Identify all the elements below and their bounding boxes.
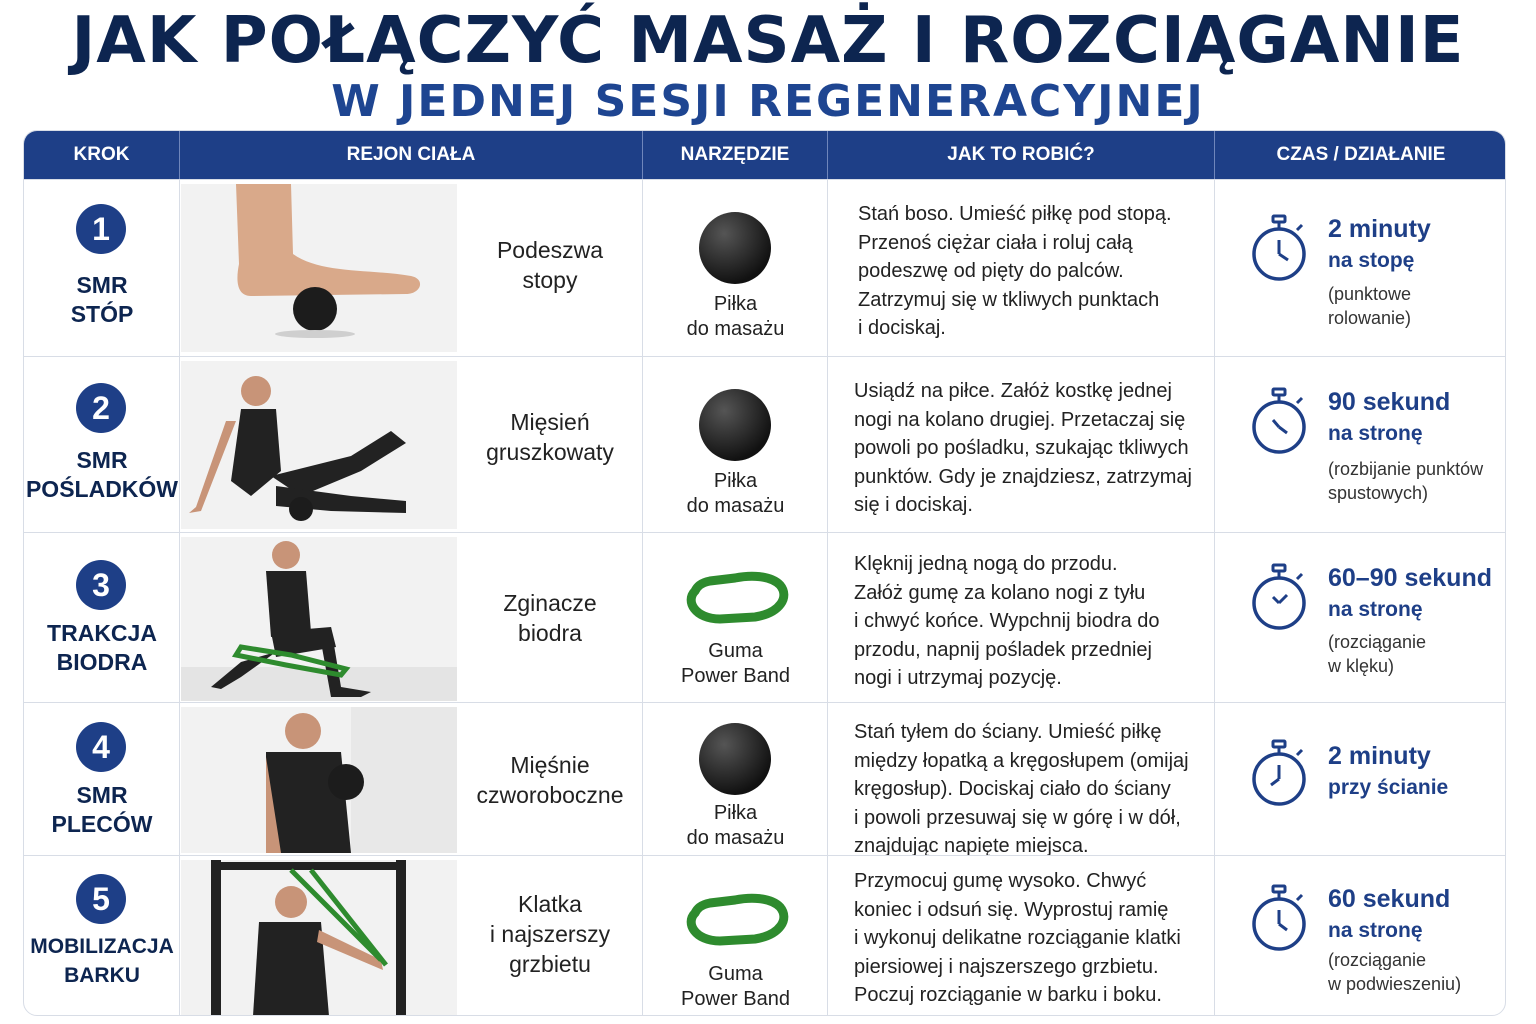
step-name: MOBILIZACJA BARKU (30, 935, 174, 987)
step-number-badge: 1 (76, 204, 126, 254)
time-value: 2 minuty przy ścianie (1328, 742, 1449, 799)
shoulder-band-photo (181, 860, 457, 1016)
time-value: 2 minuty na stopę (1328, 215, 1431, 272)
tool-label: Piłka do masażu (686, 802, 785, 849)
massage-ball-icon (697, 387, 773, 468)
step-name: SMR POŚLADKÓW (25, 447, 179, 502)
step-number-badge: 5 (76, 874, 126, 924)
howto-text: Usiądź na piłce. Załóż kostkę jednej nogi na kolano drugiej. Przetaczaj się powoli po pośladku, szukając tkliwych punktów. Gdy je znajdziesz, zatrzymaj się i dociskaj. (854, 380, 1192, 516)
time-note: (punktowe rolowanie) (1328, 284, 1412, 328)
header-tool: NARZĘDZIE (643, 131, 828, 179)
foot-on-ball-photo (181, 184, 457, 352)
time-value: 60 sekund na stronę (1328, 885, 1451, 942)
step-number-badge: 2 (76, 383, 126, 433)
step-name: SMR STÓP (70, 272, 134, 327)
tool-label: Piłka do masażu (686, 470, 785, 517)
glute-roll-photo (181, 361, 457, 529)
time-value: 90 sekund na stronę (1328, 388, 1451, 445)
header-howto: JAK TO ROBIĆ? (828, 131, 1215, 179)
hip-traction-photo (181, 537, 457, 701)
header-region: REJON CIAŁA (180, 131, 643, 179)
body-region: Klatka i najszerszy grzbietu (489, 891, 611, 977)
massage-ball-icon (697, 721, 773, 802)
table-row (24, 855, 1506, 1016)
steps-table (23, 130, 1506, 1016)
step-number-badge: 4 (76, 722, 126, 772)
time-note: (rozciąganie w klęku) (1328, 632, 1427, 676)
stopwatch-icon (1249, 214, 1309, 284)
tool-label: Piłka do masażu (686, 293, 785, 340)
massage-ball-icon (697, 210, 773, 291)
step-name: SMR PLECÓW (51, 782, 153, 837)
stopwatch-icon (1249, 739, 1309, 809)
stopwatch-icon (1249, 884, 1309, 954)
power-band-icon (675, 883, 795, 958)
howto-text: Przymocuj gumę wysoko. Chwyć koniec i odsuń się. Wyprostuj ramię i wykonuj delikatne rozciąganie klatki piersiowej i najszerszego grzbietu. Poczuj rozciąganie w barku i boku. (854, 870, 1181, 1006)
body-region: Zginacze biodra (503, 590, 597, 646)
back-wall-ball-photo (181, 707, 457, 853)
tool-label: Guma Power Band (681, 963, 790, 1010)
howto-text: Stań boso. Umieść piłkę pod stopą. Przenoś ciężar ciała i roluj całą podeszwę od pięty do palców. Zatrzymuj się w tkliwych punktach i dociskaj. (858, 203, 1172, 339)
table-row (24, 532, 1506, 702)
stopwatch-icon (1249, 563, 1309, 633)
step-name: TRAKCJA BIODRA (47, 620, 157, 675)
howto-text: Klęknij jedną nogą do przodu. Załóż gumę za kolano nogi z tyłu i chwyć końce. Wypchnij biodra do przodu, napnij pośladek przedniej nogi i utrzymaj pozycję. (854, 553, 1160, 689)
table-row (24, 702, 1506, 855)
header-step: KROK (24, 131, 180, 179)
body-region: Podeszwa stopy (496, 237, 604, 293)
step-number-badge: 3 (76, 560, 126, 610)
power-band-icon (675, 561, 795, 636)
time-value: 60–90 sekund na stronę (1328, 564, 1492, 621)
table-row (24, 356, 1506, 532)
body-region: Mięśnie czworoboczne (476, 752, 624, 808)
table-row (24, 179, 1506, 356)
page-title: JAK POŁĄCZYĆ MASAŻ I ROZCIĄGANIE (71, 4, 1465, 78)
howto-text: Stań tyłem do ściany. Umieść piłkę między łopatką a kręgosłupem (omijaj kręgosłup). Dociskaj ciało do ściany i powoli przesuwaj się w górę i w dół, znajdując napięte miejsca. (854, 721, 1189, 857)
page-subtitle: W JEDNEJ SESJI REGENERACYJNEJ (331, 76, 1205, 127)
table-header (24, 131, 1506, 179)
time-note: (rozbijanie punktów spustowych) (1328, 459, 1484, 503)
header-time: CZAS / DZIAŁANIE (1276, 144, 1446, 165)
stopwatch-icon (1249, 387, 1309, 457)
body-region: Mięsień gruszkowaty (486, 409, 614, 465)
tool-label: Guma Power Band (681, 640, 790, 687)
time-note: (rozciąganie w podwieszeniu) (1328, 950, 1462, 994)
